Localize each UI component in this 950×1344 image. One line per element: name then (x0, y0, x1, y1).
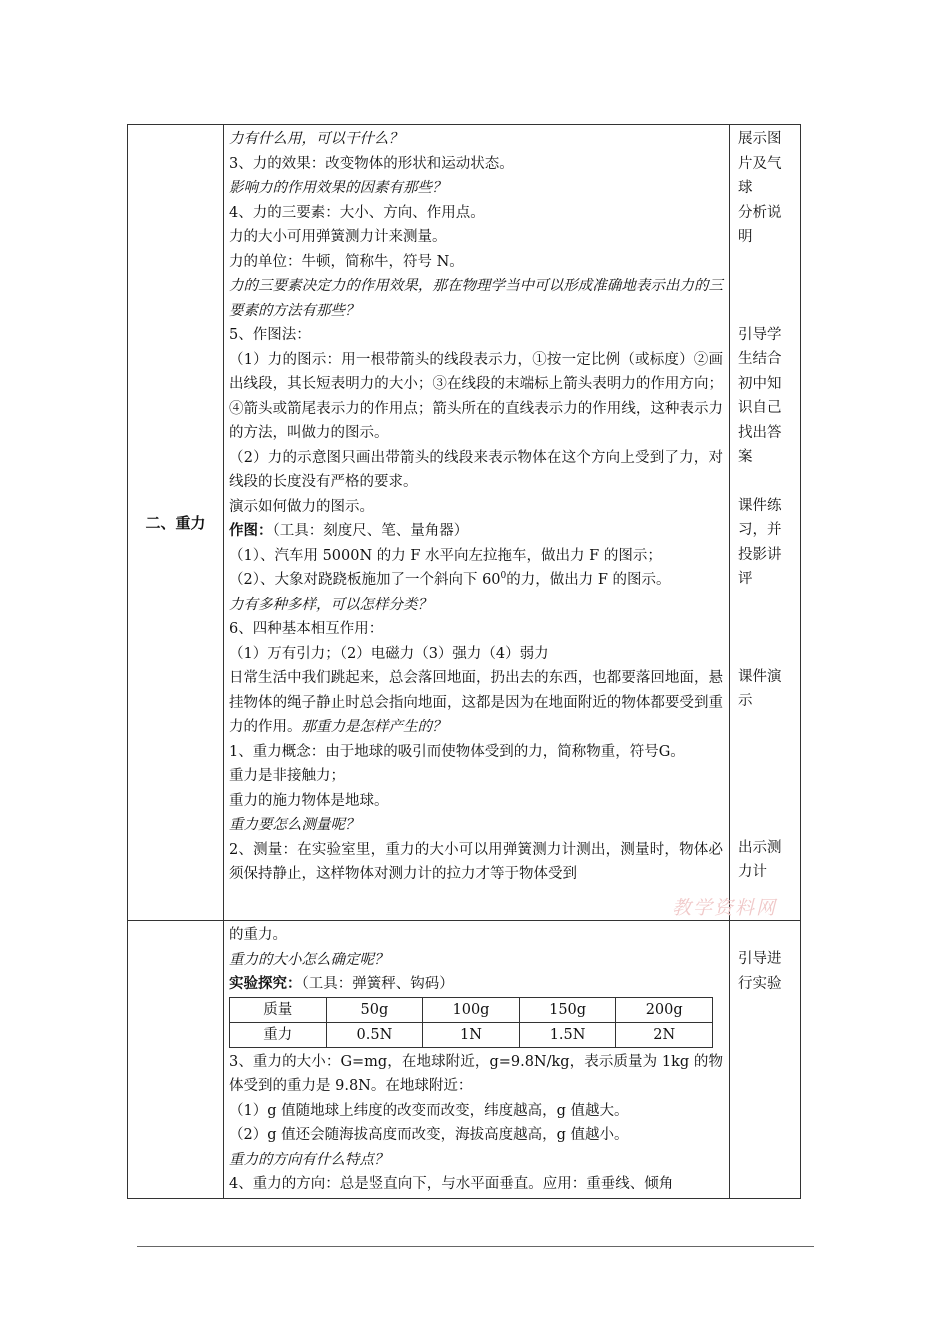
table-cell: 重力 (230, 1022, 327, 1047)
question-fragment: 那重力是怎样产生的？ (301, 719, 447, 735)
table-row (230, 997, 713, 1022)
section-label (128, 921, 224, 1199)
notes-cell (730, 125, 801, 921)
question-paragraph: 力的三要素决定力的作用效果，那在物理学当中可以形成准确地表示出力的三要素的方法有那些？ (229, 278, 723, 319)
text-line: （1）、汽车用 5000N 的力 F 水平向左拉拖车，做出力 F 的图示； (229, 547, 662, 564)
text-line: （1）万有引力；（2）电磁力（3）强力（4）弱力 (229, 645, 549, 662)
text-fragment: （2）、大象对跷跷板施加了一个斜向下 60 (229, 572, 501, 588)
teacher-note: 课件演示 (738, 668, 782, 709)
text-line: 3、力的效果：改变物体的形状和运动状态。 (229, 155, 514, 172)
text-paragraph: （1）力的图示：用一根带箭头的线段表示力，①按一定比例（或标度）②画出线段，其长短表明力的大小；③在线段的末端标上箭头表明力的作用方向；④箭头或箭尾表示力的作用点；箭头所在的直线表示力的作用线，这种表示力的方法，叫做力的图示。 (229, 351, 723, 441)
text-line: 力的大小可用弹簧测力计来测量。 (229, 229, 447, 245)
teacher-note: 课件练习，并投影讲评 (738, 497, 782, 587)
teacher-note: 出示测力计 (738, 839, 782, 880)
table-cell: 1N (423, 1022, 520, 1047)
teacher-note: 展示图片及气球 (738, 131, 782, 196)
table-cell: 质量 (230, 997, 327, 1022)
question-line: 力有什么用，可以干什么？ (229, 131, 403, 147)
question-line: 重力的大小怎么确定呢？ (229, 951, 389, 968)
table-cell: 150g (519, 997, 616, 1022)
table-cell: 50g (326, 997, 423, 1022)
table-row (128, 921, 801, 1199)
content-cell (224, 125, 730, 921)
text-fragment: 的力，做出力 F 的图示。 (506, 572, 671, 588)
text-line: 重力的施力物体是地球。 (229, 792, 389, 809)
text-paragraph: 3、重力的大小：G=mg，在地球附近，g=9.8N/kg，表示质量为 1kg 的物体受到的重力是 9.8N。在地球附近： (229, 1053, 723, 1094)
text-fragment: 日常生活中我们跳起来，总会落回地面，扔出去的东西，也都要落回地面，悬挂物体的绳子静止时总会指向地面，这都是因为在地面附近的物体都要受到重力的作用。 (229, 670, 723, 735)
watermark: 教学资料网 (672, 897, 778, 919)
text-line: 6、四种基本相互作用： (229, 621, 384, 637)
drawing-tools: （工具：刻度尺、笔、量角器） (272, 523, 469, 539)
table-cell: 2N (616, 1022, 713, 1047)
text-line: 4、重力的方向：总是竖直向下，与水平面垂直。应用：重垂线、倾角 (229, 1176, 674, 1192)
question-line: 重力的方向有什么特点？ (229, 1151, 389, 1168)
text-paragraph: 1、重力概念：由于地球的吸引而使物体受到的力，简称物重，符号G。 (229, 743, 685, 760)
question-line: 影响力的作用效果的因素有那些？ (229, 180, 447, 196)
text-line (229, 568, 723, 593)
text-line: （2）g 值还会随海拔高度而改变，海拔高度越高，g 值越小。 (229, 1127, 629, 1143)
teacher-note: 引导学生结合初中知识自己找出答案 (738, 326, 782, 465)
table-cell: 200g (616, 997, 713, 1022)
section-label: 二、重力 (128, 125, 224, 921)
question-line: 力有多种多样，可以怎样分类？ (229, 596, 432, 613)
text-line: 5、作图法： (229, 327, 311, 343)
table-row (230, 1022, 713, 1047)
text-line: （1）g 值随地球上纬度的改变而改变，纬度越高，g 值越大。 (229, 1102, 629, 1119)
drawing-task-line (229, 519, 723, 544)
text-line: 力的单位：牛顿，简称牛，符号 N。 (229, 253, 464, 270)
table-cell: 1.5N (519, 1022, 616, 1047)
text-paragraph: 2、测量：在实验室里，重力的大小可以用弹簧测力计测出，测量时，物体必须保持静止，这样物体对测力计的拉力才等于物体受到 (229, 841, 723, 882)
footer-divider (137, 1246, 814, 1247)
text-line: 演示如何做力的图示。 (229, 498, 374, 515)
text-line: 的重力。 (229, 927, 287, 943)
table-row (128, 125, 801, 921)
content-cell (224, 921, 730, 1199)
text-paragraph: （2）力的示意图只画出带箭头的线段来表示物体在这个方向上受到了力，对线段的长度没有严格的要求。 (229, 449, 723, 490)
teacher-note: 分析说明 (738, 204, 782, 245)
text-line: 重力是非接触力； (229, 768, 345, 784)
mass-weight-table (229, 997, 713, 1048)
experiment-tools: （工具：弹簧秤、钩码） (301, 976, 454, 992)
text-paragraph (229, 666, 723, 740)
text-line: 4、力的三要素：大小、方向、作用点。 (229, 204, 485, 221)
table-cell: 0.5N (326, 1022, 423, 1047)
experiment-label: 实验探究： (229, 975, 302, 992)
experiment-line (229, 972, 723, 997)
teacher-note: 引导进行实验 (738, 951, 782, 992)
lesson-table (127, 124, 801, 1199)
table-cell: 100g (423, 997, 520, 1022)
question-line: 重力要怎么测量呢？ (229, 817, 360, 833)
notes-cell (730, 921, 801, 1199)
degree-superscript: 0 (500, 571, 507, 582)
drawing-task-label: 作图： (229, 522, 273, 539)
